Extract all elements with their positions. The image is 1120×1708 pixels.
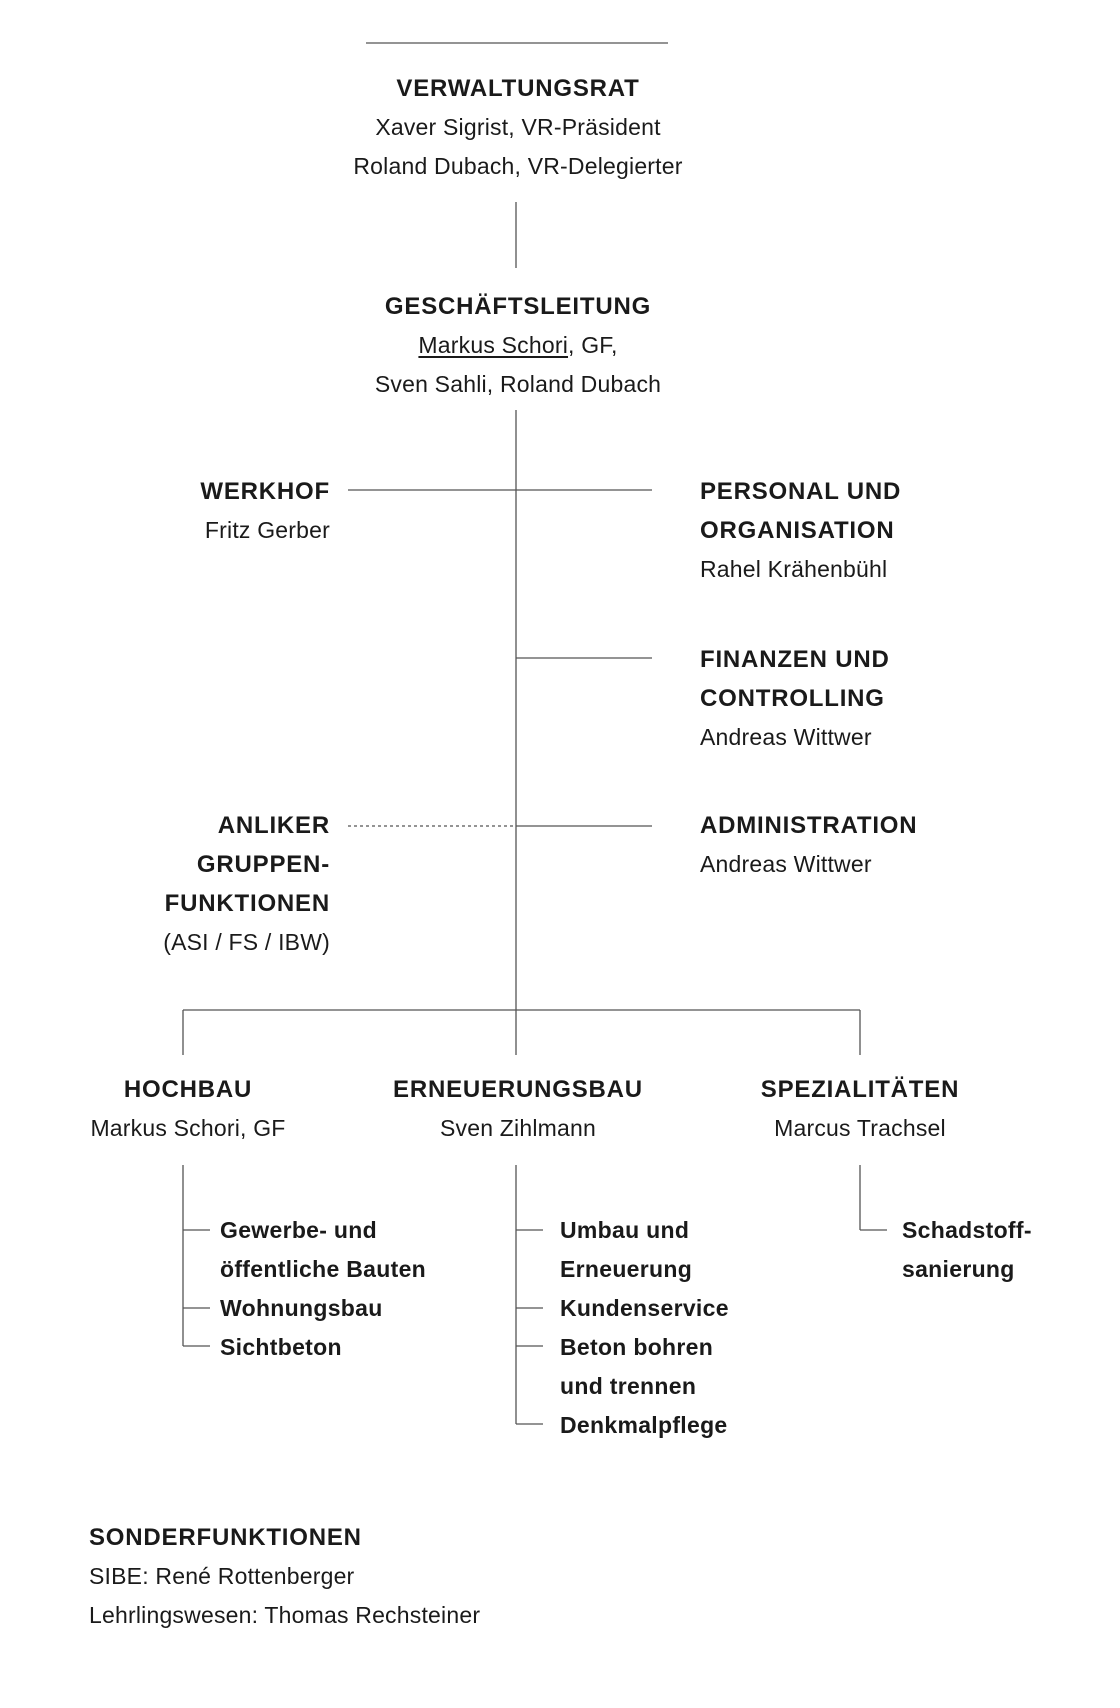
hochbau-item: Gewerbe- und (220, 1217, 377, 1243)
anliker-title-line3: FUNKTIONEN (164, 890, 330, 917)
anliker-subtitle: (ASI / FS / IBW) (163, 929, 330, 955)
board-delegate: Roland Dubach, VR-Delegierter (353, 153, 683, 179)
board-president: Xaver Sigrist, VR-Präsident (375, 114, 661, 140)
management-title: GESCHÄFTSLEITUNG (384, 293, 652, 320)
werkhof-title: WERKHOF (200, 478, 330, 505)
hochbau-item: öffentliche Bauten (220, 1256, 427, 1282)
erneuerungsbau-person: Sven Zihlmann (439, 1115, 597, 1141)
erneuerungsbau-item: Kundenservice (560, 1295, 729, 1321)
erneuerungsbau-item: und trennen (560, 1373, 697, 1399)
hochbau-person: Markus Schori, GF (90, 1115, 286, 1141)
erneuerungsbau-title: ERNEUERUNGSBAU (393, 1076, 643, 1103)
spezialitaeten-person: Marcus Trachsel (774, 1115, 946, 1141)
hochbau-title: HOCHBAU (123, 1076, 253, 1103)
management-lead-name[interactable]: Markus Schori (418, 332, 569, 358)
spezialitaeten-item: sanierung (902, 1256, 1015, 1282)
management-members: Sven Sahli, Roland Dubach (374, 371, 662, 397)
erneuerungsbau-item: Beton bohren (560, 1334, 714, 1360)
management-lead (418, 326, 617, 365)
erneuerungsbau-item: Erneuerung (560, 1256, 693, 1282)
sonderfunktionen-title: SONDERFUNKTIONEN (89, 1524, 362, 1551)
personal-title-line1: PERSONAL UND (700, 478, 902, 505)
personal-title-line2: ORGANISATION (700, 517, 895, 544)
sonderfunktionen-lehrlingswesen: Lehrlingswesen: Thomas Rechsteiner (89, 1602, 481, 1628)
administration-person: Andreas Wittwer (700, 851, 872, 877)
hochbau-item: Wohnungsbau (220, 1295, 383, 1321)
anliker-title-line2: GRUPPEN- (196, 851, 330, 878)
personal-person: Rahel Krähenbühl (700, 556, 888, 582)
spezialitaeten-item: Schadstoff- (902, 1217, 1032, 1243)
sonderfunktionen-sibe: SIBE: René Rottenberger (89, 1563, 355, 1589)
erneuerungsbau-item: Umbau und (560, 1217, 690, 1243)
board-title: VERWALTUNGSRAT (396, 75, 640, 102)
werkhof-person: Fritz Gerber (204, 517, 330, 543)
spezialitaeten-title: SPEZIALITÄTEN (760, 1076, 960, 1103)
administration-title: ADMINISTRATION (700, 812, 918, 839)
finanzen-title-line2: CONTROLLING (700, 685, 885, 712)
finanzen-title-line1: FINANZEN UND (700, 646, 890, 673)
erneuerungsbau-item: Denkmalpflege (560, 1412, 728, 1438)
finanzen-person: Andreas Wittwer (700, 724, 872, 750)
anliker-title-line1: ANLIKER (217, 812, 330, 839)
hochbau-item: Sichtbeton (220, 1334, 342, 1360)
management-lead-suffix: , GF, (568, 332, 618, 358)
